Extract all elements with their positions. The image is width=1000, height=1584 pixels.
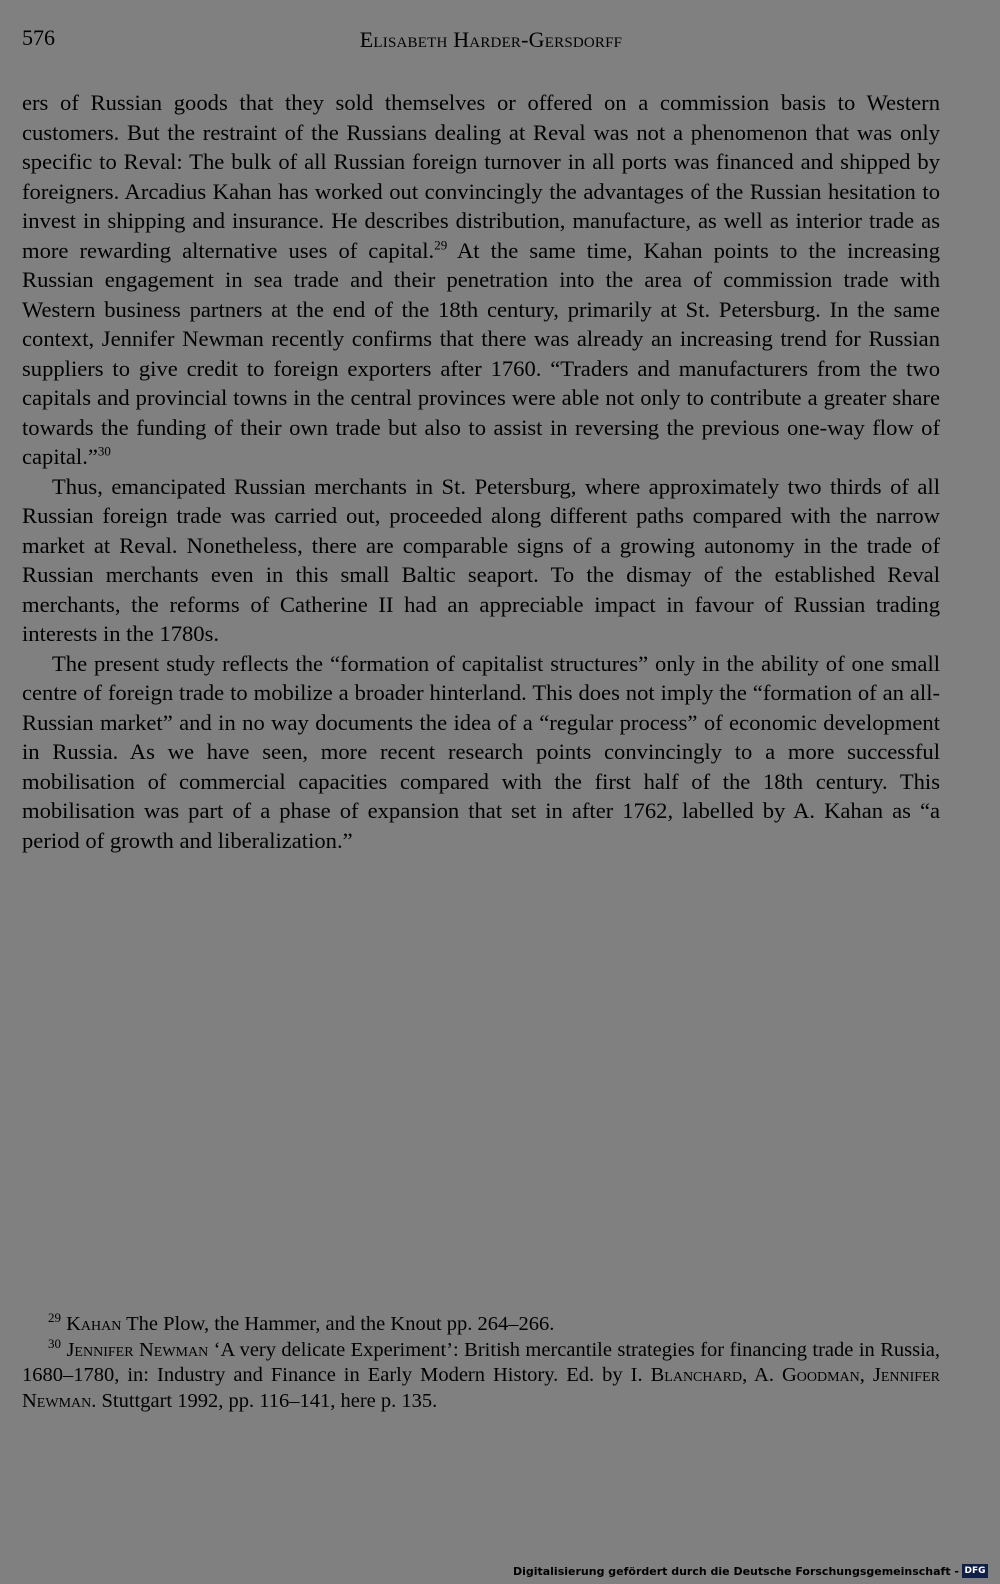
paragraph-1-text-b: At the same time, Kahan points to the increasing Russian engagement in sea trade and their penetration into the area of commission trade with Western business partners at the end of the 18th century, primarily at St. Petersburg. In the same context, Jennifer Newman recently confirms that there was already an increasing trend for Russian suppliers to give credit to foreign exporters after 1760. “Traders and manufacturers from the two capitals and provincial towns in the central provinces were able not only to contribute a greater share towards the funding of their own trade but also to assist in reversing the previous one-way flow of capital.” [22, 237, 941, 469]
footnote-29 [22, 1312, 940, 1338]
footnote-29-number: 29 [48, 1310, 61, 1326]
page-number: 576 [22, 25, 55, 50]
digitization-footer [513, 1562, 988, 1580]
footnote-29-author: Kahan [66, 1313, 122, 1335]
running-head: Elisabeth Harder-Gersdorff [359, 27, 623, 52]
paragraph-1-text-a: ers of Russian goods that they sold themselves or offered on a commission basis to Western customers. But the restraint of the Russians dealing at Reval was not a phenomenon that was only specific to Reval: The bulk of all Russian foreign turnover in all ports was financed and shipped by foreigners. Arcadius Kahan has worked out convincingly the advantages of the Russian hesitation to invest in shipping and insurance. He describes distribution, manufacture, as well as interior trade as more rewarding alternative uses of capital. [22, 90, 940, 263]
footnote-30 [22, 1335, 940, 1415]
footnote-30-author: Jennifer Newman [66, 1338, 209, 1361]
footnote-30-text-a: ‘A very delicate Experiment’: British mercantile strategies for financing trade in Russia, 1680–1780, in: Industry and Finance in Early Modern History. Ed. by [22, 1338, 940, 1386]
funding-note: Digitalisierung gefördert durch die Deutsche Forschungsgemeinschaft - [512, 1564, 959, 1578]
paragraph-1 [22, 88, 940, 472]
footnote-30-text-b: . Stuttgart 1992, pp. 116–141, here p. 135. [91, 1389, 438, 1412]
paragraph-2: Thus, emancipated Russian merchants in St. Petersburg, where approximately two thirds of all Russian foreign trade was carried out, proceeded along different paths compared with the narrow market at Reval. Nonetheless, there are comparable signs of a growing autonomy in the trade of Russian merchants even in this small Baltic seaport. To the dismay of the established Reval merchants, the reforms of Catherine II had an appreciable impact in favour of Russian trading interests in the 1780s. [22, 473, 940, 646]
paragraph-3: The present study reflects the “formation of capitalist structures” only in the ability of one small centre of foreign trade to mobilize a broader hinterland. This does not imply the “formation of an all-Russian market” and in no way documents the idea of a “regular process” of economic development in Russia. As we have seen, more recent research points convincingly to a more successful mobilisation of commercial capacities compared with the first half of the 18th century. This mobilisation was part of a phase of expansion that set in after 1762, labelled by A. Kahan as “a period of growth and liberalization.” [22, 650, 940, 853]
footnotes [22, 1312, 940, 1414]
page-header [22, 18, 960, 58]
footnote-30-number: 30 [48, 1335, 61, 1351]
footnote-29-text: The Plow, the Hammer, and the Knout pp. 264–266. [121, 1313, 555, 1335]
footnote-ref-29[interactable]: 29 [434, 236, 448, 252]
body-text [22, 88, 940, 855]
footnote-30-editors: I. Blanchard, A. Goodman, Jennifer Newman [22, 1364, 940, 1412]
footnote-ref-30[interactable]: 30 [97, 443, 111, 459]
dfg-logo-icon: DFG [962, 1564, 988, 1578]
